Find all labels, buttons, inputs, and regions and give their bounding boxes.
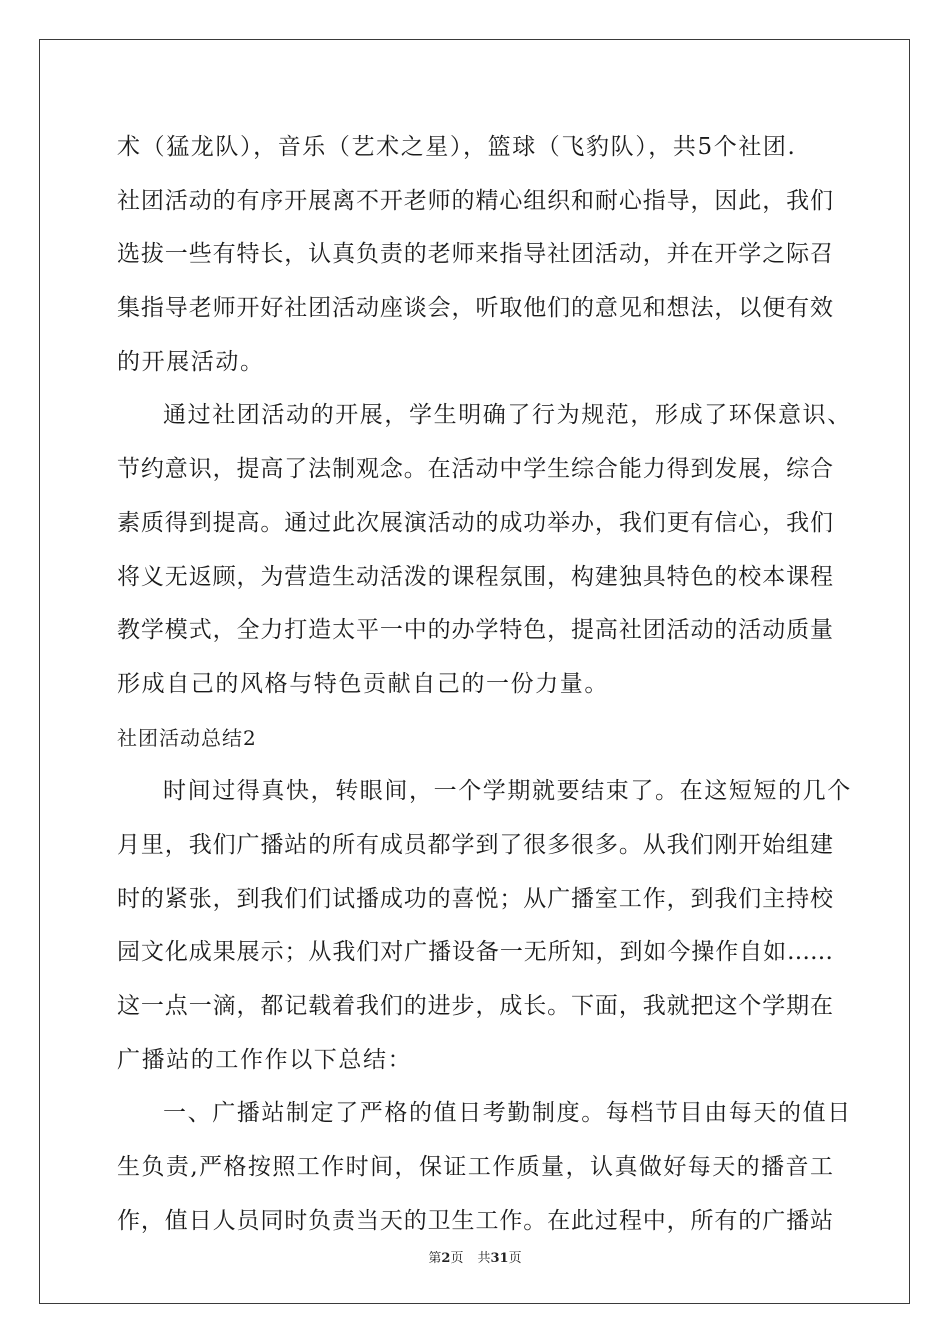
text-line: 的开展活动。 [117, 348, 265, 375]
text-line: 月里，我们广播站的所有成员都学到了很多很多。从我们刚开始组建 [117, 831, 833, 858]
text-line: 这一点一滴，都记载着我们的进步，成长。下面，我就把这个学期在 [117, 993, 833, 1019]
paragraph-start-line: 通过社团活动的开展，学生明确了行为规范，形成了环保意识、 [163, 402, 852, 429]
text-line: 教学模式，全力打造太平一中的办学特色，提高社团活动的活动质量 [117, 617, 833, 644]
text-line: 形成自己的风格与特色贡献自己的一份力量。 [117, 670, 609, 697]
paragraph-start-line: 一、广播站制定了严格的值日考勤制度。每档节目由每天的值日 [163, 1100, 852, 1127]
paragraph-start-line: 时间过得真快，转眼间，一个学期就要结束了。在这短短的几个 [163, 778, 852, 805]
text-line: 作，值日人员同时负责当天的卫生工作。在此过程中，所有的广播站 [117, 1207, 833, 1234]
total-pages: 31 [490, 1251, 509, 1266]
text-line: 选拔一些有特长，认真负责的老师来指导社团活动，并在开学之际召 [117, 241, 833, 268]
text-line: 生负责,严格按照工作时间，保证工作质量，认真做好每天的播音工 [117, 1154, 833, 1181]
text-line: 节约意识，提高了法制观念。在活动中学生综合能力得到发展，综合 [117, 456, 833, 483]
section-heading: 社团活动总结2 [117, 725, 257, 750]
text-line: 广播站的工作作以下总结： [117, 1046, 413, 1073]
text-line: 将义无返顾，为营造生动活泼的课程氛围，构建独具特色的校本课程 [117, 563, 833, 590]
total-prefix: 共 [477, 1251, 491, 1266]
text-line: 园文化成果展示；从我们对广播设备一无所知，到如今操作自如…… [117, 939, 833, 966]
text-line: 素质得到提高。通过此次展演活动的成功举办，我们更有信心，我们 [117, 509, 833, 536]
page-number: 2 [441, 1251, 451, 1266]
page-prefix: 第 [428, 1251, 442, 1266]
text-line: 集指导老师开好社团活动座谈会，听取他们的意见和想法，以便有效 [117, 295, 833, 322]
text-line: 时的紧张，到我们们试播成功的喜悦；从广播室工作，到我们主持校 [117, 885, 833, 912]
text-line: 社团活动的有序开展离不开老师的精心组织和耐心指导，因此，我们 [117, 187, 833, 214]
document-body [117, 121, 852, 1248]
page-footer [0, 1247, 950, 1266]
total-suffix: 页 [508, 1251, 522, 1266]
page-suffix: 页 [450, 1251, 464, 1266]
text-line: 术（猛龙队），音乐（艺术之星），篮球（飞豹队），共5个社团. [117, 134, 797, 160]
